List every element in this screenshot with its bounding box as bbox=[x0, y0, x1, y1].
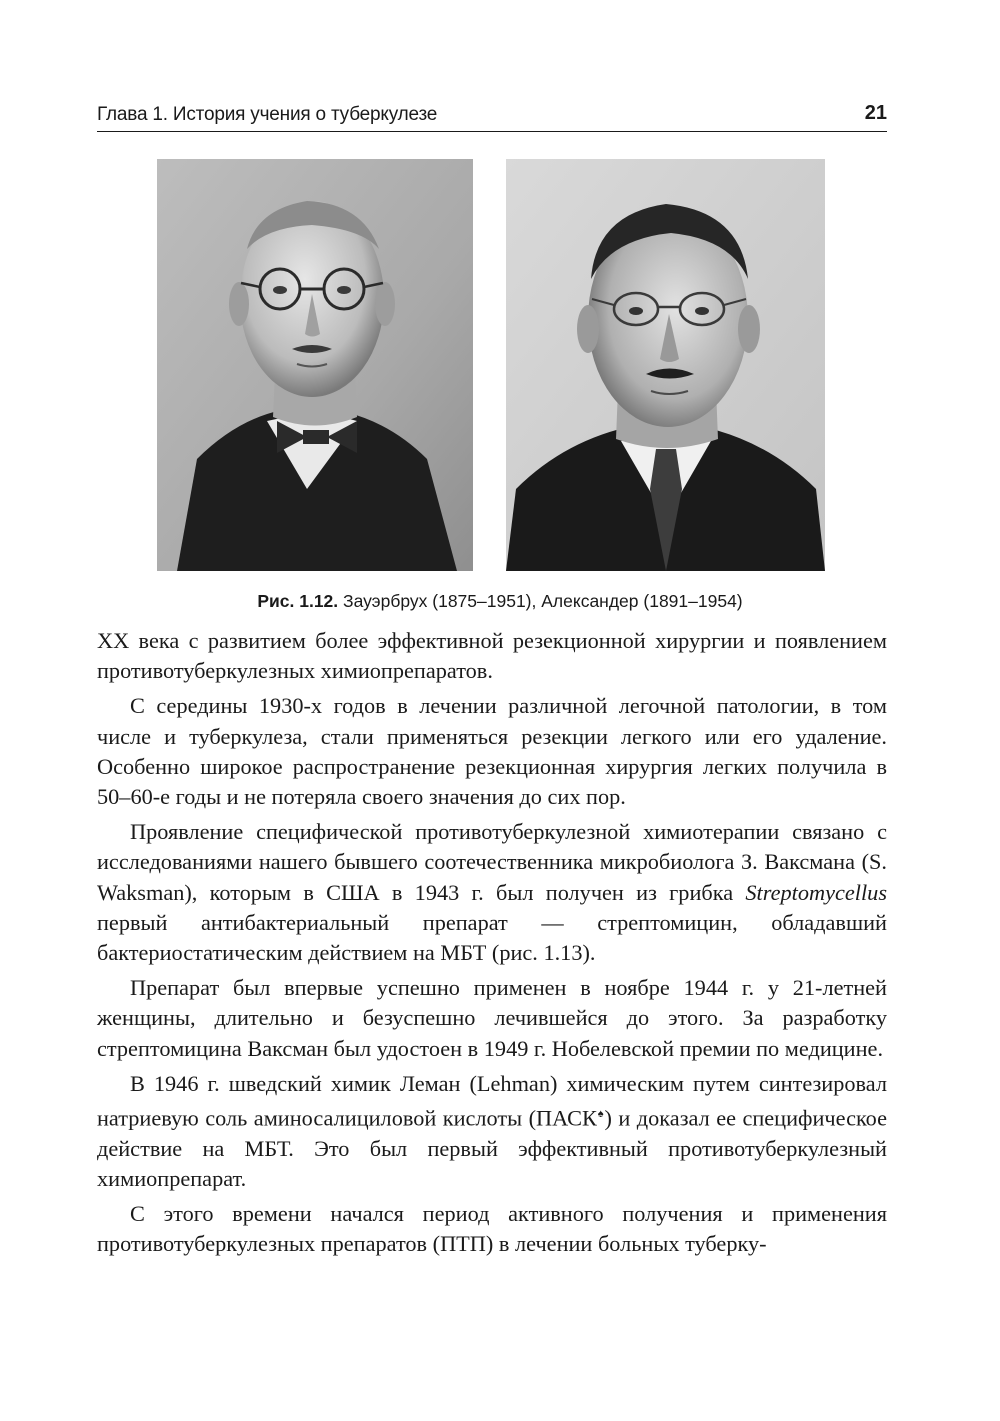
header-rule bbox=[97, 131, 887, 132]
page-number: 21 bbox=[864, 102, 887, 124]
body-text bbox=[97, 626, 887, 1259]
portrait-right-illustration bbox=[506, 159, 825, 571]
paragraph-text: Проявление специфической противотуберкулезной химиотерапии связано с исследованиями нашего бывшего соотечественника микробиолога З. Ваксмана (S. Waksman), которым в США в 1943 г. был получен из грибка bbox=[97, 819, 887, 905]
paragraph-text: первый антибактериальный препарат — стрептомицин, обладавший бактериостатическим действием на МБТ (рис. 1.13). bbox=[97, 909, 887, 966]
species-name-italic: Streptomycellus bbox=[745, 879, 887, 905]
paragraph: XX века с развитием более эффективной резекционной хирургии и появлением противотуберкулезных химиопрепаратов. bbox=[97, 628, 887, 684]
portrait-photo-left bbox=[157, 159, 473, 571]
paragraph: Препарат был впервые успешно применен в ноябре 1944 г. у 21-летней женщины, длительно и безуспешно лечившейся до этого. За разработку стрептомицина Ваксман был удостоен в 1949 г. Нобелевской премии по медицине. bbox=[97, 975, 887, 1061]
portrait-photo-right bbox=[506, 159, 825, 571]
paragraph: С середины 1930-х годов в лечении различной легочной патологии, в том числе и туберкулеза, стали применяться резекции легкого или его удаление. Особенно широкое распространение резекционная хирургия легких получила в 50–60-е годы и не потеряла своего значения до сих пор. bbox=[97, 693, 887, 810]
paragraph bbox=[97, 1069, 887, 1194]
portrait-left-illustration bbox=[157, 159, 473, 571]
figure-caption-label: Рис. 1.12. bbox=[257, 591, 339, 611]
paragraph-text: ) и доказал ее специфическое действие на МБТ. Это был первый эффективный противотуберкулезный химиопрепарат. bbox=[97, 1105, 888, 1191]
chapter-title: Глава 1. История учения о туберкулезе bbox=[97, 104, 438, 125]
paragraph: С этого времени начался период активного получения и применения противотуберкулезных препаратов (ПТП) в лечении больных туберку- bbox=[97, 1201, 887, 1257]
paragraph-text: В 1946 г. шведский химик Леман (Lehman) химическим путем синтезировал натриевую соль аминосалициловой кислоты (ПАСК bbox=[97, 1070, 887, 1131]
figure-caption-text: Зауэрбрух (1875–1951), Александер (1891–1954) bbox=[338, 591, 743, 611]
footnote-mark: ♠ bbox=[596, 1108, 605, 1121]
paragraph bbox=[97, 817, 887, 968]
figure-caption bbox=[0, 591, 1000, 612]
running-head bbox=[97, 98, 887, 132]
